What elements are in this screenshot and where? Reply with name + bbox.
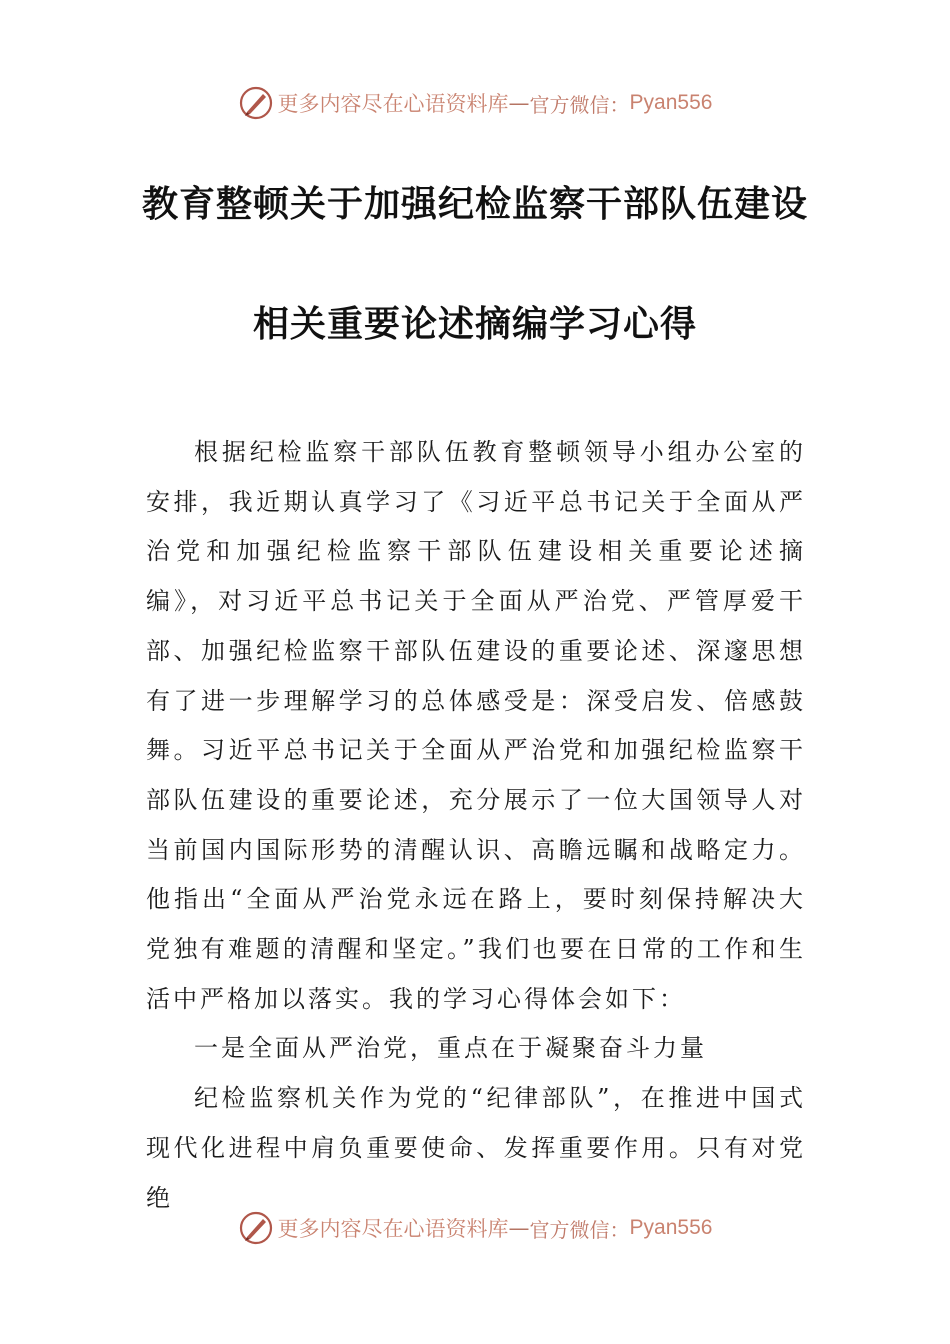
document-title-line-1: 教育整顿关于加强纪检监察干部队伍建设 — [141, 184, 808, 225]
pen-logo-icon — [238, 1210, 274, 1246]
watermark-wechat-label: 官方微信： — [529, 92, 630, 117]
watermark-banner-top — [0, 83, 950, 123]
pen-logo-icon — [238, 85, 274, 121]
body-paragraph-intro: 根据纪检监察干部队伍教育整顿领导小组办公室的安排，我近期认真学习了《习近平总书记关于全面从严治党和加强纪检监察干部队伍建设相关重要论述摘编》，对习近平总书记关于全面从严治党、严管厚爱干部、加强纪检监察干部队伍建设的重要论述、深邃思想有了进一步理解学习的总体感受是：深受启发、倍感鼓舞。习近平总书记关于全面从严治党和加强纪检监察干部队伍建设的重要论述，充分展示了一位大国领导人对当前国内国际形势的清醒认识、高瞻远瞩和战略定力。他指出“全面从严治党永远在路上，要时刻保持解决大党独有难题的清醒和坚定。”我们也要在日常的工作和生活中严格加以落实。我的学习心得体会如下： — [146, 438, 806, 1013]
document-title-line-2: 相关重要论述摘编学习心得 — [252, 304, 697, 345]
watermark-banner-bottom — [0, 1208, 950, 1248]
body-paragraph-section-1: 纪检监察机关作为党的“纪律部队”，在推进中国式现代化进程中肩负重要使命、发挥重要作用。只有对党绝 — [146, 1084, 806, 1212]
watermark-wechat-id: Pyan556 — [629, 1216, 713, 1239]
watermark-wechat-id: Pyan556 — [629, 91, 713, 114]
document-body — [146, 428, 806, 1223]
body-section-heading-1: 一是全面从严治党，重点在于凝聚奋斗力量 — [194, 1034, 707, 1063]
watermark-separator: — — [508, 1216, 530, 1240]
watermark-separator: — — [508, 91, 530, 115]
watermark-brand: 更多内容尽在心语资料库 — [277, 92, 509, 116]
watermark-brand: 更多内容尽在心语资料库 — [277, 1217, 509, 1241]
watermark-wechat-label: 官方微信： — [529, 1217, 630, 1242]
